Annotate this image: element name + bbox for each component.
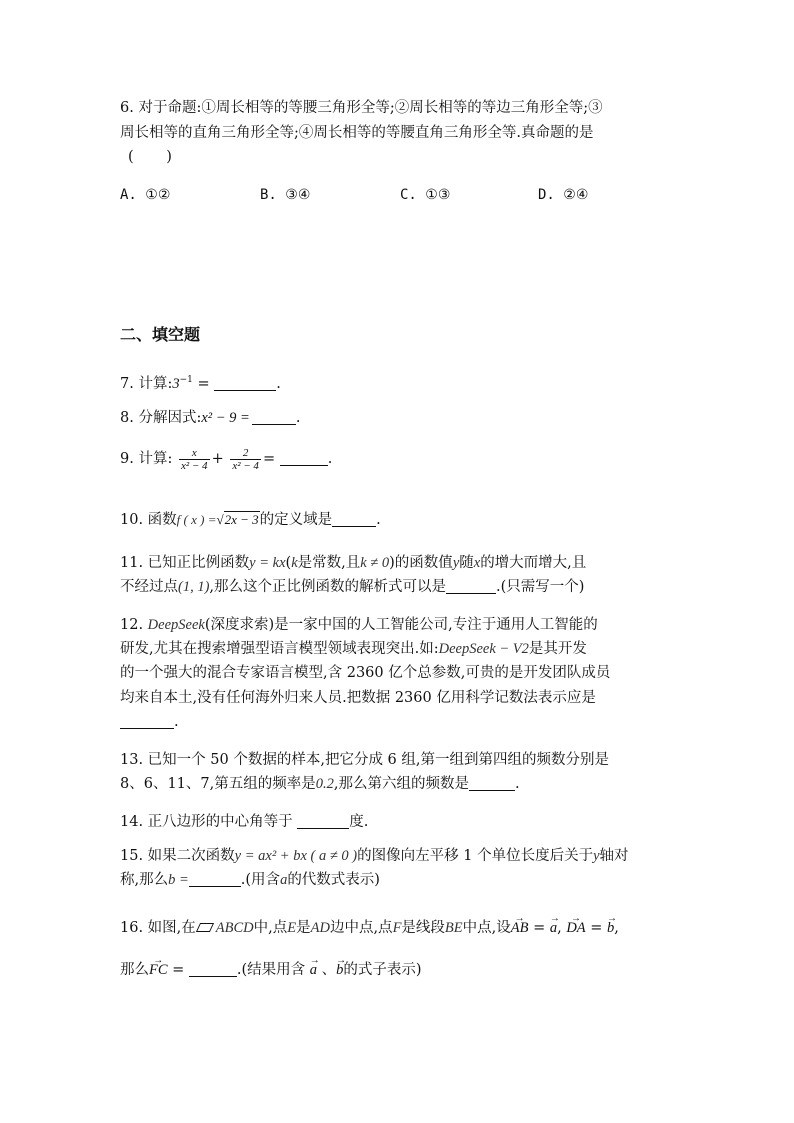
q9-fraction-2 [230, 447, 261, 472]
q13-line1: 13. 已知一个 50 个数据的样本,把它分成 6 组,第一组到第四组的频数分别是 [120, 752, 609, 768]
q15-text-2: 的图像向左平移 1 个单位长度后关于 [357, 848, 594, 864]
q11-math-3: k ≠ 0 [360, 555, 390, 571]
q9-frac1-num: x [179, 447, 210, 460]
q16-vector-fc: → FC [149, 960, 168, 980]
q11-math-6: (1, 1) [178, 579, 210, 595]
q16-comma: , [557, 920, 567, 936]
q11-text-9: .(只需写一个) [496, 579, 585, 595]
q7-prefix: 7. 计算: [120, 375, 173, 392]
q14 [120, 812, 368, 832]
q8 [120, 408, 300, 428]
q11-text-5: 随 [459, 555, 474, 571]
q11-text-8: ,那么这个正比例函数的解析式可以是 [209, 579, 447, 595]
parallelogram-icon [196, 923, 214, 932]
q16-text-4: 边中点,点 [329, 920, 393, 936]
q11-text-1: 11. 已知正比例函数 [120, 555, 250, 571]
q16-math-3: AD [310, 920, 330, 936]
q6-option-c: C. ①③ [400, 187, 451, 203]
q15-blank [189, 872, 241, 887]
q16-eq-1: = [528, 920, 550, 936]
q14-blank [297, 814, 349, 829]
q6-line2: 周长相等的直角三角形全等;④周长相等的等腰直角三角形全等.真命题的是 [120, 125, 594, 141]
q12-text-4: 是其开发 [528, 641, 587, 657]
q16-line1 [120, 918, 619, 938]
q11-text-3: 是常数,且 [297, 555, 361, 571]
q12-line5 [120, 712, 179, 732]
q12-line2 [120, 639, 587, 659]
q16-line2 [120, 960, 422, 980]
q9-plus: + [211, 451, 224, 467]
q16-vector-a-2: → a [310, 960, 317, 980]
q11-text-4: )的函数值 [389, 555, 453, 571]
q12-text-2: (深度求索)是一家中国的人工智能公司,专注于通用人工智能的 [204, 617, 598, 633]
q15-text-1: 15. 如果二次函数 [120, 848, 235, 864]
q15-math-4: a [280, 872, 288, 888]
q16-eq-2: = [585, 920, 608, 936]
q10-prefix: 10. 函数 [120, 512, 177, 528]
q7-blank [214, 376, 276, 391]
q12-end: . [174, 714, 179, 730]
q15-text-3: 轴对 [599, 848, 629, 864]
q16-eq-3: = [167, 962, 189, 978]
q12-text-3: 研发,尤其在搜索增强型语言模型领域表现突出.如: [120, 641, 439, 657]
q15-math-2: y [593, 848, 600, 864]
q10-end: . [376, 512, 381, 528]
q6-paren: ( ) [128, 149, 186, 165]
q12-math-1: DeepSeek [147, 617, 205, 633]
q11-text-6: 的增大而增大,且 [480, 555, 587, 571]
q7-expr: 3 [172, 375, 180, 392]
q12-line4: 均来自本土,没有任何海外归来人员.把数据 2360 亿用科学记数法表示应是 [120, 690, 596, 706]
q15-text-5: .(用含 [240, 872, 281, 888]
q16-vector-a: → a [550, 918, 557, 938]
q16-math-2: E [287, 920, 297, 936]
q15-text-4: 称,那么 [120, 872, 169, 888]
q10-blank [332, 512, 376, 527]
q9-frac1-den: x² − 4 [180, 459, 208, 472]
q11-text-7: 不经过点 [120, 579, 178, 595]
q16-sep: 、 [317, 962, 337, 978]
q10-fx: f ( x ) = [176, 512, 217, 527]
q11-line1 [120, 553, 586, 573]
q8-expr: x² − 9 = [201, 410, 250, 426]
q16-text-5: 是线段 [401, 920, 445, 936]
q16-text-2: 中,点 [253, 920, 288, 936]
q7-eq: = [192, 375, 215, 392]
q9-eq: = [262, 451, 276, 467]
q9-blank [280, 451, 328, 466]
q11-math-5: x [473, 555, 481, 571]
q6-option-a: A. ①② [120, 187, 171, 203]
q13-end: . [514, 776, 520, 792]
q14-prefix: 14. 正八边形的中心角等于 [120, 814, 298, 830]
q16-text-8: .(结果用含 [236, 962, 310, 978]
q14-suffix: 度. [349, 814, 369, 830]
q13-line2 [120, 774, 520, 794]
q9 [120, 446, 332, 472]
q16-blank [189, 962, 237, 977]
q10 [120, 508, 381, 532]
q16-vector-da: → DA [566, 918, 585, 938]
q8-prefix: 8. 分解因式: [120, 410, 202, 426]
q13-text-1: 8、6、11、7,第五组的频率是 [120, 776, 316, 792]
q12-line1 [120, 615, 598, 635]
q7 [120, 370, 281, 394]
q12-math-2: DeepSeek − V2 [438, 641, 529, 657]
q15-math-3: b = [168, 872, 189, 888]
q13-math-1: 0.2 [315, 776, 334, 792]
q10-sqrt: √2x − 3 [216, 512, 259, 527]
q9-frac2-den: x² − 4 [232, 459, 259, 472]
section-heading: 二、填空题 [120, 325, 201, 344]
q12-line3: 的一个强大的混合专家语言模型,含 2360 亿个总参数,可贵的是开发团队成员 [120, 665, 611, 681]
q11-line2 [120, 577, 584, 597]
q16-math-5: BE [444, 920, 463, 936]
q11-blank [446, 579, 496, 594]
q6-option-b: B. ③④ [260, 187, 311, 203]
q6-option-d: D. ②④ [538, 187, 589, 203]
q16-text-6: 中点,设 [462, 920, 511, 936]
q16-vector-b: → b [607, 918, 614, 938]
q10-radicand: 2x − 3 [224, 512, 259, 527]
q6-line1: 6. 对于命题:①周长相等的等腰三角形全等;②周长相等的等边三角形全等;③ [120, 100, 603, 116]
q12-text-1: 12. [120, 617, 148, 633]
q16-vector-b-2: → b [336, 960, 343, 980]
q11-math-4: y [452, 555, 460, 571]
q16-math-1: ABCD [215, 920, 254, 936]
q15-line2 [120, 870, 380, 890]
q15-math-1: y = ax² + bx ( a ≠ 0 ) [234, 848, 358, 864]
q9-fraction-1 [179, 447, 210, 472]
q16-vector-ab: → AB [511, 918, 529, 938]
q9-end: . [327, 451, 333, 467]
q7-end: . [276, 375, 281, 392]
q13-blank [469, 776, 515, 791]
q8-end: . [295, 410, 301, 426]
q16-text-7: 那么 [120, 962, 149, 978]
q11-math-2: k [291, 555, 298, 571]
q16-text-3: 是 [296, 920, 311, 936]
q10-suffix: 的定义域是 [259, 512, 333, 528]
q7-sup: −1 [179, 375, 193, 385]
q13-text-2: ,那么第六组的频数是 [333, 776, 469, 792]
q15-text-6: 的代数式表示) [287, 872, 380, 888]
q16-math-4: F [392, 920, 402, 936]
q8-blank [252, 410, 296, 425]
q16-end-comma: , [614, 920, 619, 936]
q11-text-2: ( [285, 555, 292, 571]
q9-frac2-num: 2 [230, 447, 261, 460]
q12-blank [120, 714, 174, 729]
q16-text-9: 的式子表示) [343, 962, 422, 978]
q16-text-1: 16. 如图,在 [120, 920, 196, 936]
q9-prefix: 9. 计算: [120, 451, 173, 467]
q11-math-1: y = kx [249, 555, 286, 571]
q15-line1 [120, 846, 629, 866]
